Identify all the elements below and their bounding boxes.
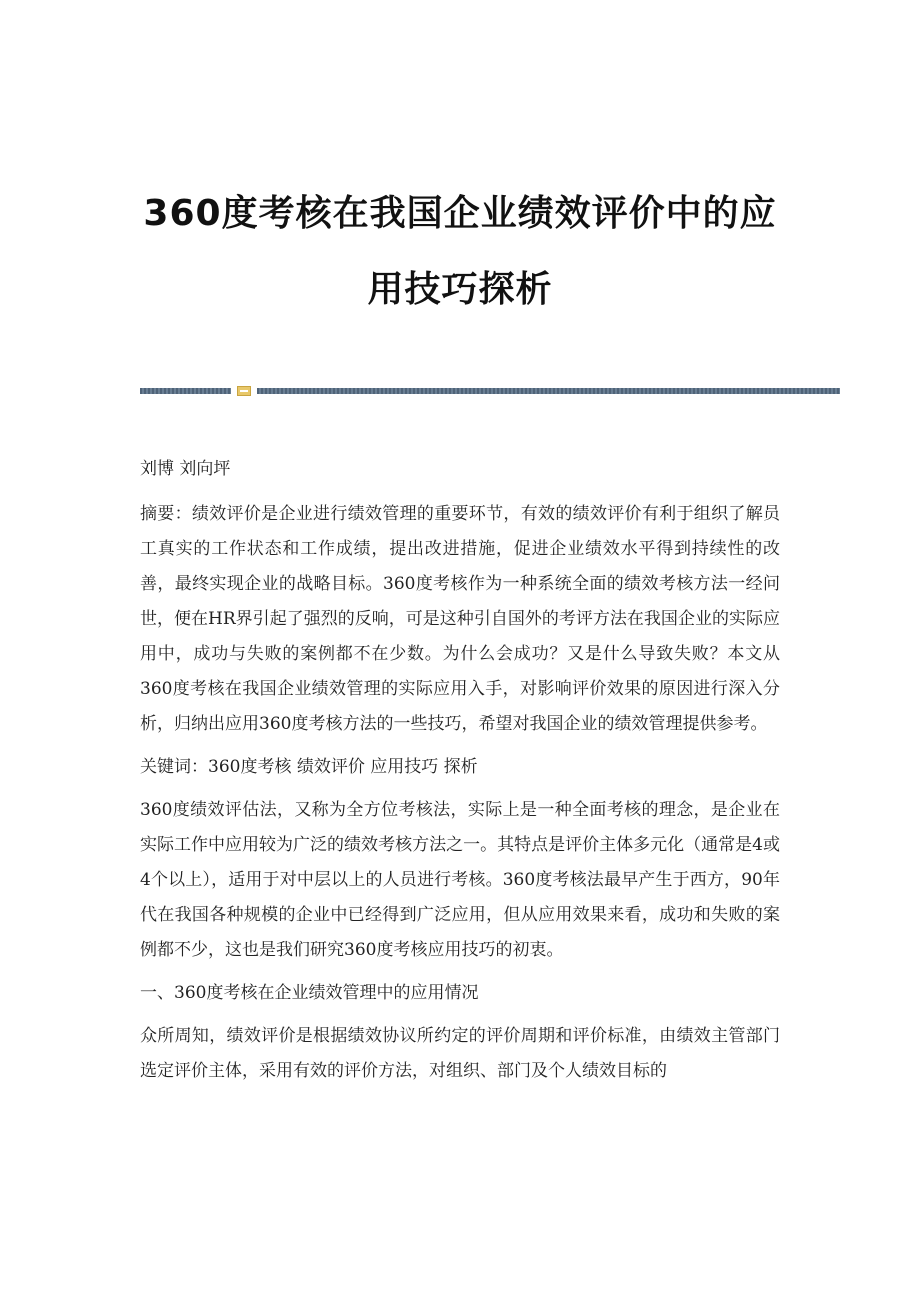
document-body: [140, 452, 780, 1097]
keywords: 关键词：360度考核 绩效评价 应用技巧 探析: [140, 757, 478, 777]
document-title: [0, 176, 920, 328]
divider-bar-left: [140, 388, 231, 394]
authors: 刘博 刘向坪: [140, 459, 231, 479]
paragraph-section-1: 众所周知，绩效评价是根据绩效协议所约定的评价周期和评价标准，由绩效主管部门选定评价主体，采用有效的评价方法，对组织、部门及个人绩效目标的: [140, 1026, 780, 1081]
divider-ornament-icon: [237, 386, 251, 396]
title-line-1: 360度考核在我国企业绩效评价中的应: [143, 193, 777, 234]
section-heading-1: 一、360度考核在企业绩效管理中的应用情况: [140, 983, 479, 1003]
title-line-2: 用技巧探析: [367, 269, 553, 310]
divider-bar-right: [257, 388, 840, 394]
paragraph-intro: 360度绩效评估法，又称为全方位考核法，实际上是一种全面考核的理念，是企业在实际工作中应用较为广泛的绩效考核方法之一。其特点是评价主体多元化（通常是4或4个以上），适用于对中层以上的人员进行考核。360度考核法最早产生于西方，90年代在我国各种规模的企业中已经得到广泛应用，但从应用效果来看，成功和失败的案例都不少，这也是我们研究360度考核应用技巧的初衷。: [140, 800, 780, 960]
title-divider: [140, 386, 840, 396]
abstract: 摘要：绩效评价是企业进行绩效管理的重要环节，有效的绩效评价有利于组织了解员工真实的工作状态和工作成绩，提出改进措施，促进企业绩效水平得到持续性的改善，最终实现企业的战略目标。360度考核作为一种系统全面的绩效考核方法一经问世，便在HR界引起了强烈的反响，可是这种引自国外的考评方法在我国企业的实际应用中，成功与失败的案例都不在少数。为什么会成功？又是什么导致失败？本文从360度考核在我国企业绩效管理的实际应用入手，对影响评价效果的原因进行深入分析，归纳出应用360度考核方法的一些技巧，希望对我国企业的绩效管理提供参考。: [140, 504, 780, 734]
